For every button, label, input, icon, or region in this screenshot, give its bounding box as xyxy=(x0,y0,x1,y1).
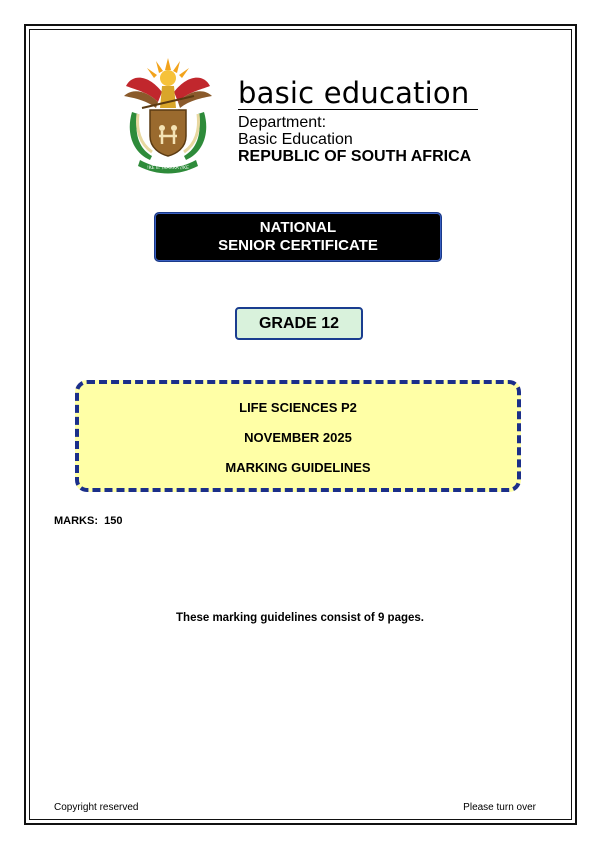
page-count-note: These marking guidelines consist of 9 pages. xyxy=(176,612,424,624)
south-africa-coat-of-arms-icon xyxy=(118,52,218,174)
document-type: MARKING GUIDELINES xyxy=(225,460,371,475)
department-label: Department: xyxy=(238,114,327,131)
department-block xyxy=(238,114,471,165)
subject-title: LIFE SCIENCES P2 xyxy=(239,400,357,415)
certificate-line-2: SENIOR CERTIFICATE xyxy=(218,237,378,254)
brand-underline xyxy=(238,109,478,110)
brand-name: basic education xyxy=(238,76,470,110)
footer-turn-over: Please turn over xyxy=(463,802,536,813)
exam-date: NOVEMBER 2025 xyxy=(244,430,352,445)
department-name: Basic Education xyxy=(238,131,353,148)
certificate-line-1: NATIONAL xyxy=(259,219,337,236)
subject-box xyxy=(75,380,521,492)
coat-motto-text: !KE E: /XARRA //KE xyxy=(147,166,189,171)
country-name: REPUBLIC OF SOUTH AFRICA xyxy=(238,148,472,165)
footer-copyright: Copyright reserved xyxy=(54,802,139,813)
certificate-banner xyxy=(154,212,442,262)
total-marks: MARKS: 150 xyxy=(54,515,123,527)
grade-badge: GRADE 12 xyxy=(235,307,363,340)
